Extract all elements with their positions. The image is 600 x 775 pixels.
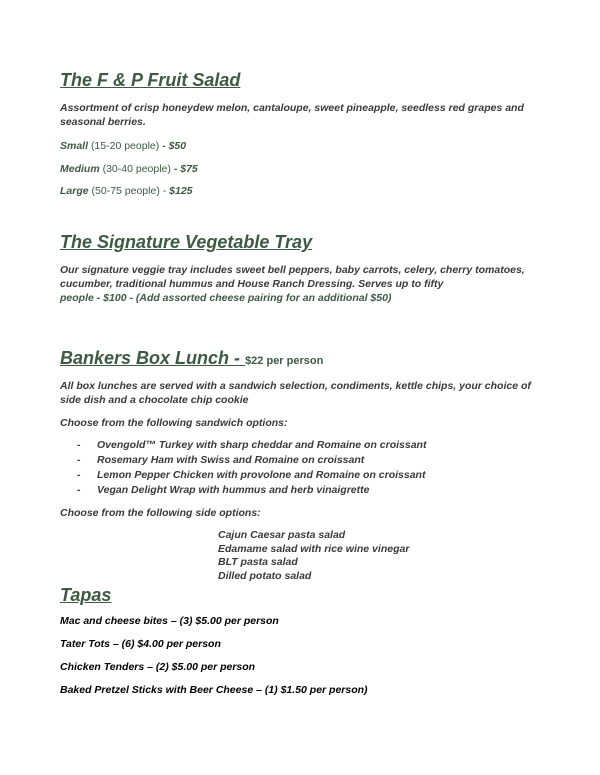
sandwich-heading: Choose from the following sandwich options:: [60, 417, 288, 429]
size-count: (50-75 people) -: [91, 185, 167, 197]
size-price: $125: [169, 185, 193, 197]
size-count: (30-40 people): [102, 163, 171, 175]
list-item: [77, 453, 364, 468]
fruit-size-large: [60, 184, 193, 198]
tapas-title: Tapas: [60, 585, 112, 605]
side-option: Dilled potato salad: [218, 570, 312, 582]
size-name: Medium: [60, 163, 100, 175]
fruit-size-medium: [60, 162, 198, 176]
tapas-item: Mac and cheese bites – (3) $5.00 per person: [60, 615, 279, 627]
side-heading: Choose from the following side options:: [60, 507, 261, 519]
vegetable-tray-price: people - $100 - (Add assorted cheese pairing for an additional $50): [60, 292, 392, 304]
size-price: - $75: [173, 163, 198, 175]
size-price: - $50: [162, 140, 187, 152]
sandwich-option: Rosemary Ham with Swiss and Romaine on croissant: [97, 454, 365, 466]
tapas-item: Baked Pretzel Sticks with Beer Cheese – (1) $1.50 per person): [60, 684, 368, 696]
box-lunch-description: All box lunches are served with a sandwich selection, condiments, kettle chips, your choice of side dish and a chocolate chip cookie: [60, 380, 531, 406]
bullet-dash: -: [77, 469, 81, 481]
box-lunch-title-text: Bankers Box Lunch -: [60, 348, 241, 368]
bullet-dash: -: [77, 454, 81, 466]
sandwich-option: Ovengold™ Turkey with sharp cheddar and Romaine on croissant: [97, 439, 427, 451]
bullet-dash: -: [77, 484, 81, 496]
list-item: [77, 483, 369, 498]
bullet-dash: -: [77, 439, 81, 451]
side-option: BLT pasta salad: [218, 556, 298, 568]
vegetable-tray-description: Our signature veggie tray includes sweet bell peppers, baby carrots, celery, cherry tomatoes, cucumber, traditional hummus and House Ranch Dressing. Serves up to fifty: [60, 264, 525, 290]
fruit-size-small: [60, 139, 186, 153]
list-item: [77, 438, 426, 453]
list-item: [77, 468, 425, 483]
tapas-item: Chicken Tenders – (2) $5.00 per person: [60, 661, 256, 673]
size-name: Large: [60, 185, 89, 197]
fruit-salad-title: The F & P Fruit Salad: [60, 70, 241, 90]
sandwich-option: Lemon Pepper Chicken with provolone and Romaine on croissant: [97, 469, 426, 481]
size-name: Small: [60, 140, 89, 152]
sandwich-option: Vegan Delight Wrap with hummus and herb vinaigrette: [97, 484, 370, 496]
box-lunch-price: $22 per person: [245, 355, 324, 367]
size-count: (15-20 people): [90, 140, 160, 152]
fruit-salad-description: Assortment of crisp honeydew melon, cantaloupe, sweet pineapple, seedless red grapes and seasonal berries.: [60, 102, 524, 128]
vegetable-tray-title: The Signature Vegetable Tray: [60, 232, 313, 252]
box-lunch-title: [60, 349, 323, 367]
side-option: Cajun Caesar pasta salad: [218, 529, 346, 541]
tapas-item: Tater Tots – (6) $4.00 per person: [60, 638, 221, 650]
side-option: Edamame salad with rice wine vinegar: [218, 543, 410, 555]
